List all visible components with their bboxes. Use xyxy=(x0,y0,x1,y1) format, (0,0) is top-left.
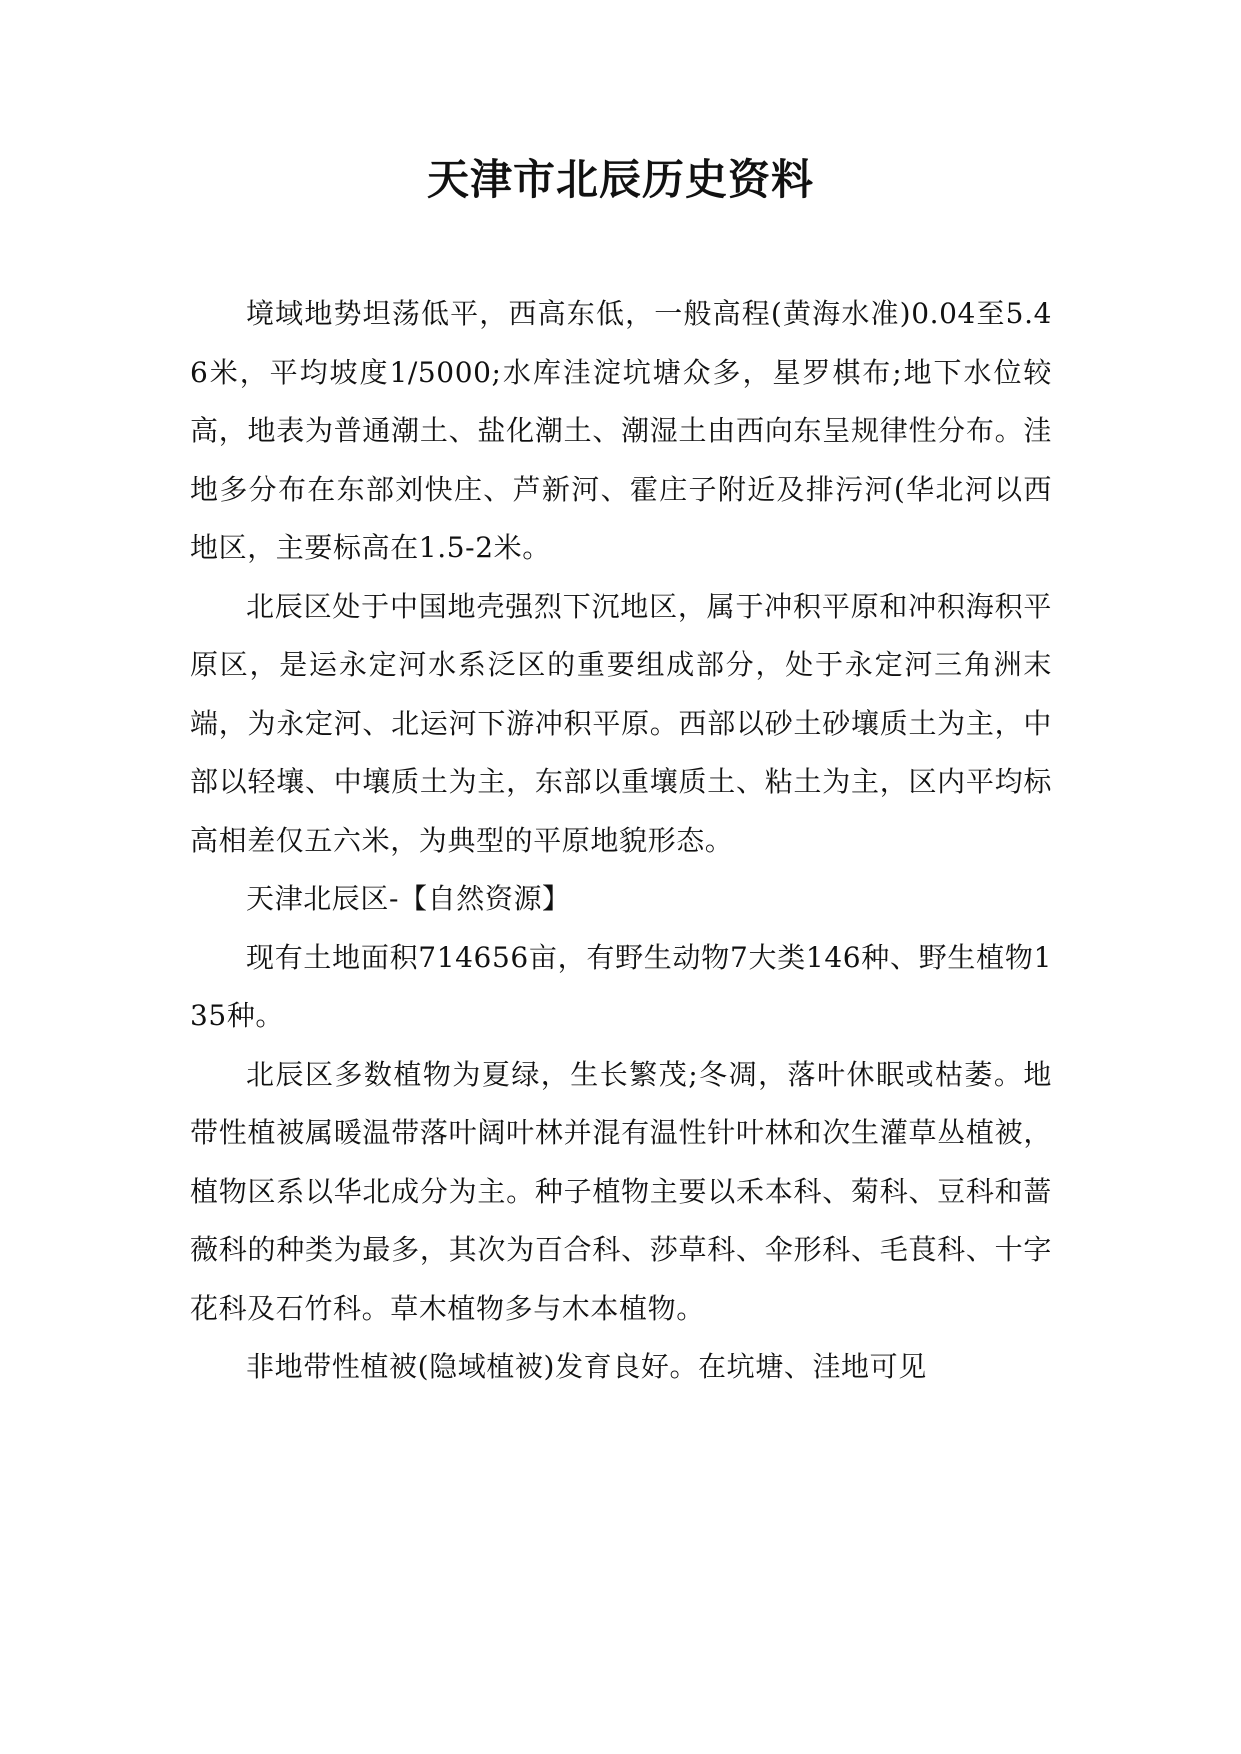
section-heading-natural-resources: 天津北辰区-【自然资源】 xyxy=(246,882,571,915)
paragraph-land-area: 现有土地面积714656亩，有野生动物7大类146种、野生植物135种。 xyxy=(190,940,1052,1032)
paragraph-terrain: 境域地势坦荡低平，西高东低，一般高程(黄海水准)0.04至5.46米，平均坡度1/5000;水库洼淀坑塘众多，星罗棋布;地下水位较高，地表为普通潮土、盐化潮土、潮湿土由西向东呈规律性分布。洼地多分布在东部刘快庄、芦新河、霍庄子附近及排污河(华北河以西地区，主要标高在1.5-2米。 xyxy=(190,297,1052,564)
paragraph-vegetation: 北辰区多数植物为夏绿，生长繁茂;冬凋，落叶休眠或枯萎。地带性植被属暖温带落叶阔叶林并混有温性针叶林和次生灌草丛植被，植物区系以华北成分为主。种子植物主要以禾本科、菊科、豆科和蔷薇科的种类为最多，其次为百合科、莎草科、伞形科、毛茛科、十字花科及石竹科。草木植物多与木本植物。 xyxy=(190,1057,1052,1325)
document-title: 天津市北辰历史资料 xyxy=(426,155,814,204)
paragraph-geology: 北辰区处于中国地壳强烈下沉地区，属于冲积平原和冲积海积平原区，是运永定河水系泛区的重要组成部分，处于永定河三角洲末端，为永定河、北运河下游冲积平原。西部以砂土砂壤质土为主，中部以轻壤、中壤质土为主，东部以重壤质土、粘土为主，区内平均标高相差仅五六米，为典型的平原地貌形态。 xyxy=(190,589,1052,857)
paragraph-azonal-vegetation: 非地带性植被(隐域植被)发育良好。在坑塘、洼地可见 xyxy=(246,1350,927,1383)
document-body xyxy=(190,285,1052,1397)
